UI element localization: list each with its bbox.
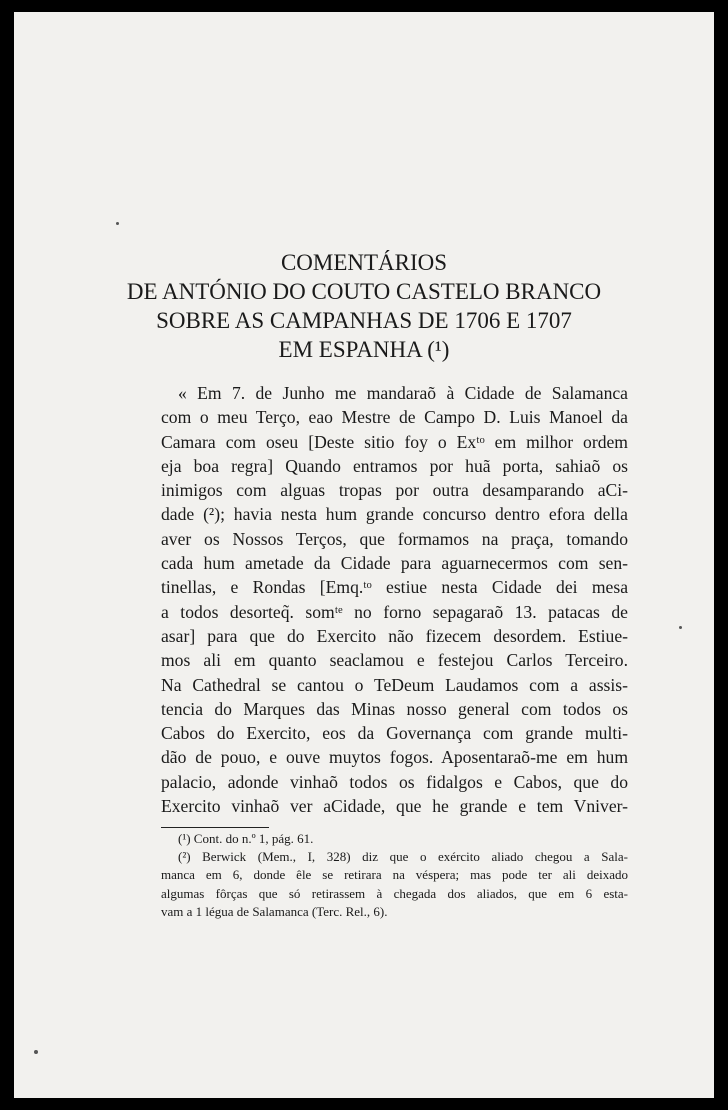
footnote-line: (¹) Cont. do n.º 1, pág. 61.	[178, 831, 314, 846]
body-line: eja boa regra] Quando entramos por huã porta, sahiaõ os	[161, 455, 628, 476]
heading-line: DE ANTÓNIO DO COUTO CASTELO BRANCO	[126, 279, 602, 304]
footnote-line: vam a 1 légua de Salamanca (Terc. Rel., 6).	[161, 903, 388, 919]
body-line: aver os Nossos Terços, que formamos na praça, tomando	[161, 528, 628, 549]
paper-speck	[34, 1050, 38, 1054]
body-line: dade (²); havia nesta hum grande concurso dentro efora della	[161, 504, 628, 525]
body-line: com o meu Terço, eao Mestre de Campo D. Luis Manoel da	[161, 407, 628, 428]
body-line: Camara com oseu [Deste sitio foy o Exᵗᵒ em milhor ordem	[161, 431, 628, 452]
body-line: tinellas, e Rondas [Emq.ᵗᵒ estiue nesta Cidade dei mesa	[161, 577, 628, 598]
body-line: a todos desorteq̃. somᵗᵉ no forno sepagaraõ 13. patacas de	[161, 601, 628, 622]
footnote-line: algumas fôrças que só retirassem à chegada dos aliados, que em 6 esta-	[161, 885, 628, 901]
document-page	[14, 12, 714, 1098]
heading-line: SOBRE AS CAMPANHAS DE 1706 E 1707	[156, 308, 572, 333]
heading-line: EM ESPANHA (¹)	[278, 337, 450, 362]
paper-speck	[679, 626, 682, 629]
body-paragraph	[161, 381, 628, 818]
body-line: cada hum ametade da Cidade para aguarnecermos com sen-	[161, 553, 628, 574]
body-line: « Em 7. de Junho me mandaraõ à Cidade de Salamanca	[178, 383, 628, 403]
chapter-heading	[14, 248, 714, 364]
body-line: mos ali em quanto seaclamou e festejou Carlos Terceiro.	[161, 650, 628, 671]
footnote-separator	[161, 827, 269, 828]
body-line: palacio, adonde vinhaõ todos os fidalgos e Cabos, que do	[161, 771, 628, 792]
body-line: Cabos do Exercito, eos da Governança com grande multi-	[161, 723, 628, 744]
footnote-line: (²) Berwick (Mem., I, 328) diz que o exército aliado chegou a Sala-	[178, 849, 628, 865]
body-line: dão de pouo, e ouve muytos fogos. Aposentaraõ-me em hum	[161, 747, 628, 768]
footnote-line: manca em 6, donde êle se retirara na véspera; mas pode ter ali deixado	[161, 867, 628, 883]
body-line: asar] para que do Exercito não fizecem desordem. Estiue-	[161, 625, 628, 646]
body-line: Exercito vinhaõ ver aCidade, que he grande e tem Vniver-	[161, 796, 628, 817]
heading-line: COMENTÁRIOS	[280, 250, 448, 275]
footnotes	[161, 830, 628, 921]
body-line: Na Cathedral se cantou o TeDeum Laudamos com a assis-	[161, 674, 628, 695]
paper-speck	[116, 222, 119, 225]
body-line: tencia do Marques das Minas nosso general com todos os	[161, 698, 628, 719]
body-line: inimigos com alguas tropas por outra desamparando aCi-	[161, 480, 628, 501]
